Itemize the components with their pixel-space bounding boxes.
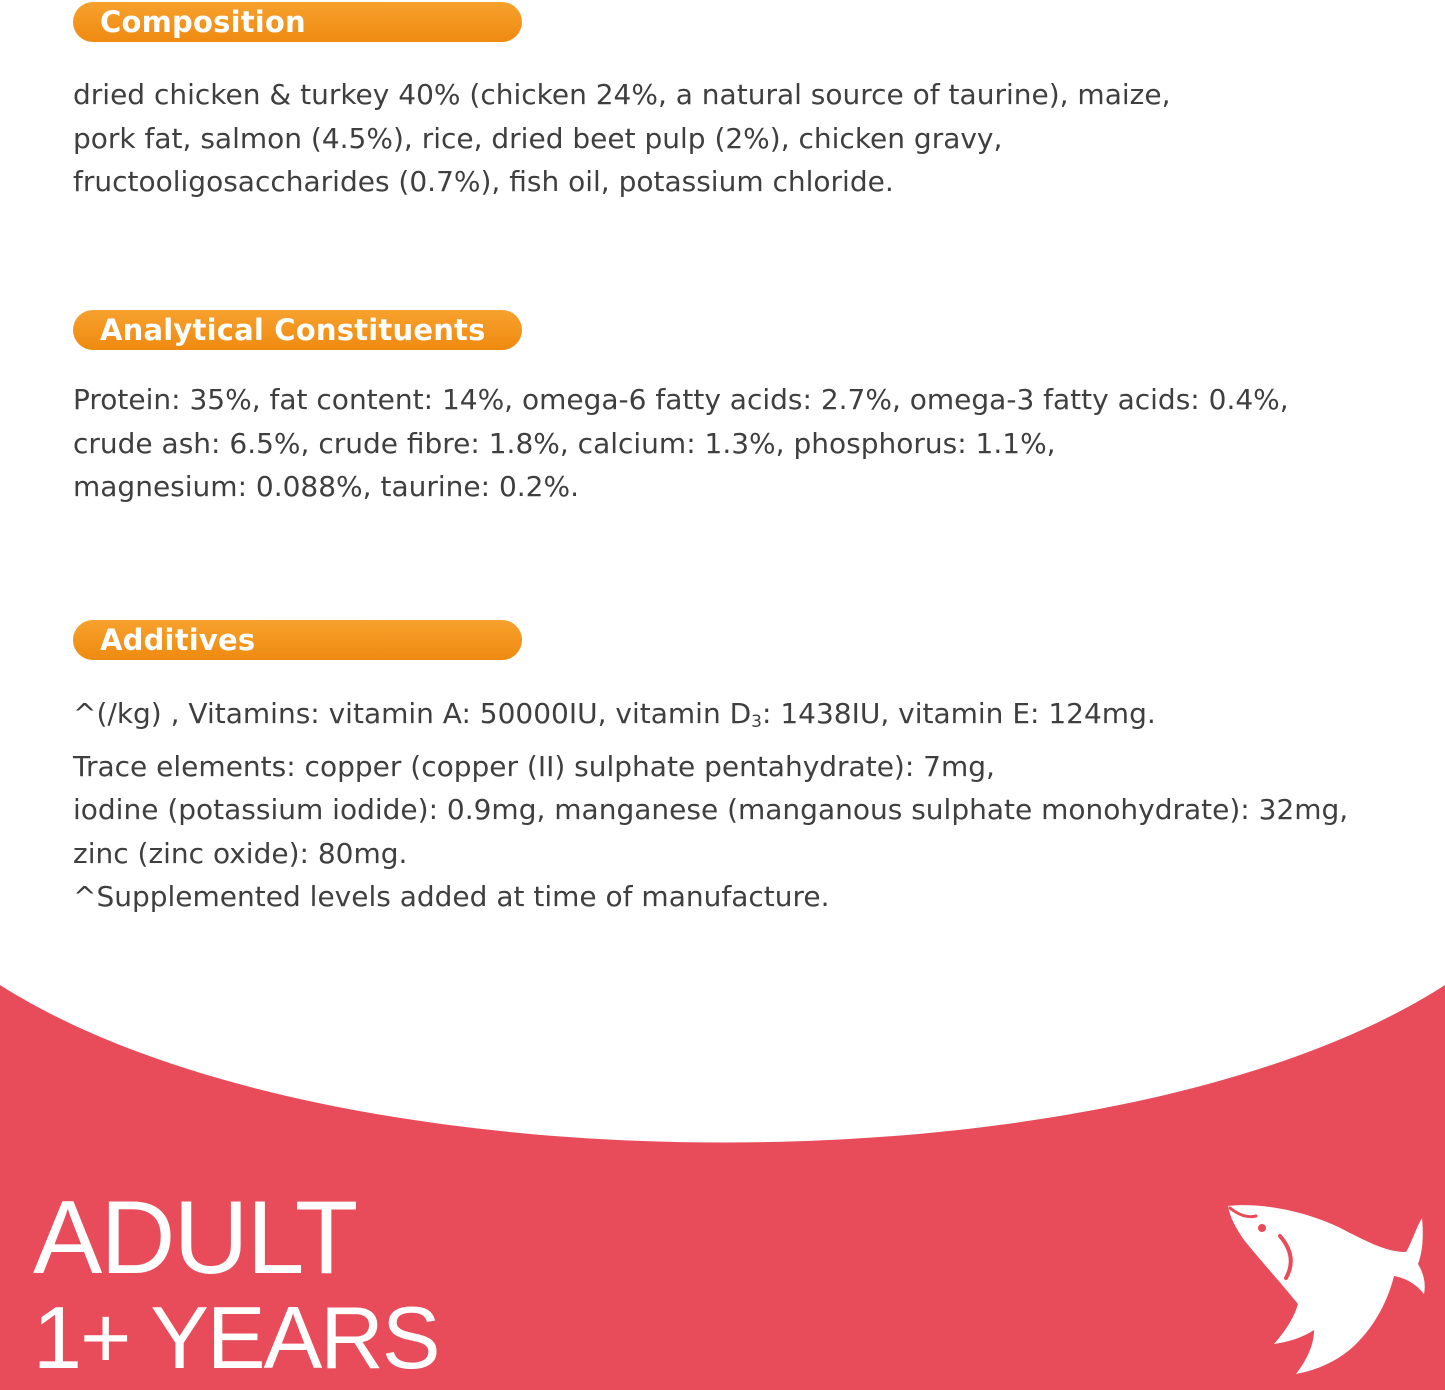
- composition-line: dried chicken & turkey 40% (chicken 24%, a natural source of taurine), maize,: [73, 78, 1171, 111]
- analytical-line: Protein: 35%, fat content: 14%, omega-6 fatty acids: 2.7%, omega-3 fatty acids: 0.4%,: [73, 383, 1289, 416]
- analytical-line: magnesium: 0.088%, taurine: 0.2%.: [73, 470, 579, 503]
- additives-line: iodine (potassium iodide): 0.9mg, manganese (manganous sulphate monohydrate): 32mg,: [73, 793, 1349, 826]
- additives-line: ^Supplemented levels added at time of manufacture.: [73, 880, 830, 913]
- analytical-heading-label: Analytical Constituents: [100, 313, 486, 347]
- additives-line-part: ^(/kg) , Vitamins: vitamin A: 50000IU, vitamin D: [73, 697, 752, 730]
- analytical-constituents-heading: [73, 310, 522, 350]
- composition-text: [73, 73, 1413, 204]
- analytical-constituents-text: [73, 378, 1413, 509]
- analytical-line: crude ash: 6.5%, crude fibre: 1.8%, calcium: 1.3%, phosphorus: 1.1%,: [73, 426, 1056, 460]
- composition-line: fructooligosaccharides (0.7%), fish oil, potassium chloride.: [73, 165, 894, 198]
- subscript-3: 3: [751, 712, 762, 732]
- composition-heading: [73, 2, 522, 42]
- additives-heading: [73, 620, 522, 660]
- fish-icon: [1222, 1198, 1426, 1376]
- composition-line: pork fat, salmon (4.5%), rice, dried beet pulp (2%), chicken gravy,: [73, 121, 1003, 155]
- adult-title: ADULT: [33, 1180, 357, 1296]
- adult-age-subtitle: 1+ YEARS: [33, 1288, 439, 1387]
- composition-heading-label: Composition: [100, 5, 306, 39]
- additives-heading-label: Additives: [100, 623, 256, 657]
- additives-line-part: : 1438IU, vitamin E: 124mg.: [762, 697, 1156, 730]
- additives-text: [73, 692, 1413, 919]
- additives-line: zinc (zinc oxide): 80mg.: [73, 836, 408, 870]
- additives-line: [73, 692, 1413, 745]
- additives-line: Trace elements: copper (copper (II) sulphate pentahydrate): 7mg,: [73, 749, 995, 783]
